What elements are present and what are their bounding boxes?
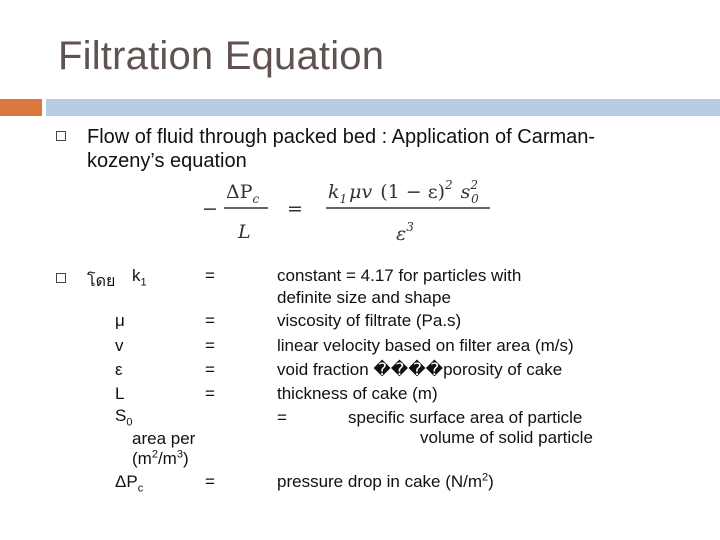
equals-mu: = (205, 311, 215, 330)
eq-rhs-denominator: $\varepsilon^3$ (396, 220, 414, 244)
accent-block (0, 99, 42, 116)
symbol-v: v (115, 336, 124, 355)
slide-title: Filtration Equation (58, 34, 385, 78)
definition-k1-line1: constant = 4.17 for particles with (277, 266, 522, 285)
symbol-mu: μ (115, 311, 125, 330)
S0-units: $(m^2/m^3)$ (132, 448, 189, 468)
symbol-S0: $S_0$ (115, 406, 133, 429)
bullet-square (56, 273, 66, 283)
equals-epsilon: = (205, 360, 215, 379)
symbol-k1: $k_1$ (132, 266, 147, 289)
symbol-delta-pc: $\Delta P_c$ (115, 472, 144, 495)
eq-rhs-numerator: $k_1$ μv $(1 - \varepsilon)^2$ $s^2$ 0 (328, 178, 479, 206)
bullet-square (56, 131, 66, 141)
eq-equals: = (287, 198, 303, 220)
definition-L: thickness of cake (m) (277, 384, 438, 403)
eq-minus: − (202, 198, 218, 220)
symbol-L: L (115, 384, 125, 403)
equals-v: = (205, 336, 215, 355)
definition-v: linear velocity based on filter area (m/s) (277, 336, 574, 355)
equals-L: = (205, 384, 215, 403)
definition-mu: viscosity of filtrate (Pa.s) (277, 311, 462, 330)
definition-epsilon: void fraction ����porosity of cake (277, 360, 563, 379)
definition-delta-pc: pressure drop in cake $(N/m^2)$ (277, 471, 494, 491)
definition-S0-line2: volume of solid particle (420, 428, 593, 447)
definition-k1-line2: definite size and shape (277, 288, 451, 307)
eq-lhs-numerator: $\Delta P_c$ (226, 181, 260, 206)
thai-label: โดย (87, 273, 116, 290)
equals-S0: = (277, 408, 287, 427)
S0-area-per: area per (132, 429, 196, 448)
definition-S0-line1: specific surface area of particle (348, 408, 583, 427)
carman-kozeny-equation (200, 172, 500, 244)
equals-delta-pc: = (205, 472, 215, 491)
intro-text: Flow of fluid through packed bed : Application of Carman-kozeny’s equation (87, 126, 596, 172)
equals-k1: = (205, 266, 215, 285)
accent-bar (46, 99, 720, 116)
eq-lhs-denominator: L (238, 221, 251, 243)
symbol-epsilon: ε (115, 360, 123, 379)
